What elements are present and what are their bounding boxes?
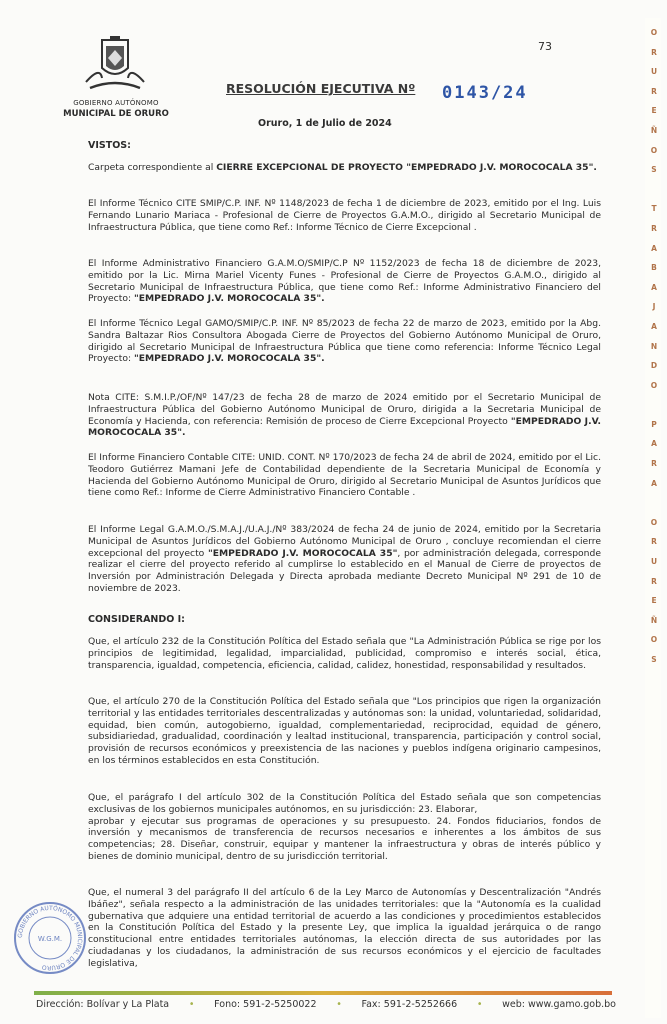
paragraph-articulo-232: Que, el artículo 232 de la Constitución Política del Estado señala que "La Administración Pública se rige por los principios de legitimidad, legalidad, imparcialidad, publicidad, compromiso e interés social, ética, transparencia, igualdad, competencia, eficiencia, calidad, calidez, honestidad, responsabilidad y resultados. [88, 636, 601, 671]
sidebar-letter: S [651, 165, 657, 175]
footer-divider [34, 991, 612, 995]
footer-fax: Fax: 591-2-5252666 [361, 999, 458, 1010]
paragraph-informe-tecnico: El Informe Técnico CITE SMIP/C.P. INF. Nº 1148/2023 de fecha 1 de diciembre de 2023, emitido por el Ing. Luis Fernando Lunario Mariaca - Profesional de Cierre de Proyectos G.A.M.O., dirigido al Secretario Municipal de Infraestructura Pública, que tiene como Ref.: Informe Técnico de Cierre Excepcional . [88, 198, 601, 233]
sidebar-letter: P [651, 419, 657, 429]
project-name: "EMPEDRADO J.V. MOROCOCALA 35". [88, 415, 601, 439]
sidebar-letter: Ñ [650, 615, 658, 625]
org-name-line2: MUNICIPAL DE ORURO [63, 109, 169, 119]
paragraph-text: Carpeta correspondiente al [88, 162, 217, 173]
paragraph-informe-legal-tecnico [88, 318, 601, 365]
sidebar-letter: E [651, 596, 657, 606]
paragraph-text: , por administración delegada, corresponde realizar el cierre del proyecto referido al cumplirse lo establecido en el Manual de Cierre de proyectos de Inversión por Administración Delegada y Directa aprobada mediante Decreto Municipal Nº 291 de 10 de noviembre de 2023. [88, 547, 601, 594]
page-number: 73 [538, 40, 552, 53]
sidebar-letter: A [651, 243, 657, 253]
project-name: "EMPEDRADO J.V. MOROCOCALA 35". [133, 353, 325, 365]
paragraph-articulo-270: Que, el artículo 270 de la Constitución Política del Estado señala que "Los principios que rigen la organización territorial y las entidades territoriales descentralizadas y autónomas son: la unidad, voluntariedad, solidaridad, equidad, bien común, autogobierno, igualdad, complementariedad, reciprocidad, equidad de género, subsidiariedad, gradualidad, coordinación y lealtad institucional, transparencia, participación y control social, provisión de recursos económicos y preexistencia de las naciones y pueblos indígena originario campesinos, en los términos establecidos en esta Constitución. [88, 696, 601, 766]
paragraph-text: El Informe Legal G.A.M.O./S.M.A.J./U.A.J./Nº 383/2024 de fecha 24 de junio de 2024, emitido por la Secretaria Municipal de Asuntos Jurídicos del Gobierno Autónomo Municipal de Oruro , concluye recomiendan el cierre excepcional del proyecto [88, 524, 601, 559]
sidebar-letter: T [651, 204, 657, 214]
paragraph-text: El Informe Técnico Legal GAMO/SMIP/C.P. INF. Nº 85/2023 de fecha 22 de marzo de 2023, emitido por la Abg. Sandra Baltazar Rios Consultora Abogada Cierre de Proyectos del Gobierno Autónomo Municipal de Oruro, dirigido al Secretario Municipal de Infraestructura Pública que tiene como referencia: Informe Técnico Legal Proyecto: [88, 318, 601, 365]
heading-vistos: VISTOS: [88, 140, 131, 151]
paragraph-informe-financiero: El Informe Financiero Contable CITE: UNID. CONT. Nº 170/2023 de fecha 24 de abril de 2024, emitido por el Lic. Teodoro Gutiérrez Mamani Jefe de Contabilidad dependiente de la Secretaria Municipal de Economía y Hacienda del Gobierno Autónomo Municipal de Oruro, dirigido al Secretario Municipal de Asuntos Jurídicos que tiene como Ref.: Informe de Cierre Administrativo Financiero Contable . [88, 452, 601, 499]
svg-text:GOBIERNO AUTÓNOMO MUNICIPAL DE: GOBIERNO AUTÓNOMO MUNICIPAL DE ORURO [16, 904, 84, 972]
paragraph-text: Nota CITE: S.M.I.P./OF/Nº 147/23 de fecha 28 de marzo de 2024 emitido por el Secretario Municipal de Infraestructura Pública del Gobierno Autónomo Municipal de Oruro, dirigida a la Secretaria Municipal de Economía y Hacienda, con referencia: Remisión de proceso de Cierre Excepcional Proyecto [88, 392, 601, 427]
paragraph-articulo-302 [88, 792, 601, 863]
resolution-number: 0143/24 [442, 83, 528, 103]
official-stamp [12, 900, 88, 976]
sidebar-letter: D [650, 361, 658, 371]
sidebar-letter [644, 400, 664, 420]
sidebar-letter [644, 185, 664, 205]
sidebar-letter: O [650, 145, 658, 155]
sidebar-letter: B [651, 263, 657, 273]
footer-phone: Fono: 591-2-5250022 [214, 999, 317, 1010]
sidebar-letter: A [651, 282, 657, 292]
sidebar-letter: O [650, 380, 658, 390]
sidebar-letter: R [651, 86, 657, 96]
municipal-crest-logo [80, 36, 150, 98]
heading-considerando: CONSIDERANDO I: [88, 614, 185, 625]
sidebar-letter: R [651, 576, 657, 586]
sidebar-letter: E [651, 106, 657, 116]
sidebar-letter: Ñ [650, 125, 658, 135]
sidebar-letter: S [651, 655, 657, 664]
footer: Dirección: Bolívar y La Plata • Fono: 591-2-5250022 • Fax: 591-2-5252666 • web: www.gamo.gob.bo [36, 999, 616, 1010]
sidebar-slogan [644, 28, 664, 675]
paragraph-carpeta [88, 162, 601, 174]
paragraph-informe-administrativo [88, 258, 601, 305]
footer-address: Dirección: Bolívar y La Plata [36, 999, 170, 1010]
paragraph-text: Que, el parágrafo I del artículo 302 de la Constitución Política del Estado señala que son competencias exclusivas de los gobiernos municipales autónomos, en su jurisdicción: 23. Elaborar, [88, 792, 601, 815]
paragraph-informe-legal [88, 524, 601, 595]
paragraph-ley-marco: Que, el numeral 3 del parágrafo II del artículo 6 de la Ley Marco de Autonomías y Descentralización "Andrés Ibáñez", señala respecto a la administración de las unidades territoriales: que la "Autonomía es la cualidad gubernativa que adquiere una entidad territorial de acuerdo a las condiciones y procedimientos establecidos en la Constitución Política del Estado y la presente Ley, que implica la igualdad jerárquica o de rango constitucional entre entidades territoriales autónomas, la elección directa de sus autoridades por las ciudadanas y los ciudadanos, la administración de sus recursos económicos y el ejercicio de facultades legislativa, [88, 887, 601, 969]
project-name: CIERRE EXCEPCIONAL DE PROYECTO "EMPEDRADO J.V. MOROCOCALA 35". [216, 162, 597, 173]
document-date: Oruro, 1 de Julio de 2024 [258, 118, 392, 129]
svg-text:W.G.M.: W.G.M. [37, 935, 63, 943]
paragraph-text: aprobar y ejecutar sus programas de operaciones y su presupuesto. 24. Fondos fiduciarios, fondos de inversión y mecanismos de transferencia de recursos necesarios e inherentes a los ámbitos de sus competencias; 28. Diseñar, construir, equipar y mantener la infraestructura y obras de interés público y bienes de dominio municipal, dentro de su jurisdicción territorial. [88, 815, 601, 862]
sidebar-letter: J [652, 302, 656, 312]
sidebar-letter: R [651, 537, 657, 547]
sidebar-letter: A [651, 321, 657, 331]
project-name: "EMPEDRADO J.V. MOROCOCALA 35". [133, 293, 325, 305]
sidebar-letter [644, 498, 664, 518]
org-name-line1: GOBIERNO AUTÓNOMO [73, 99, 159, 107]
sidebar-letter: R [651, 459, 657, 469]
sidebar-letter: O [650, 517, 658, 527]
sidebar-letter: O [650, 635, 658, 645]
project-name: "EMPEDRADO J.V. MOROCOCALA 35" [207, 547, 398, 559]
sidebar-letter: A [651, 439, 657, 449]
sidebar-letter: R [651, 223, 657, 233]
footer-web-link[interactable]: web: www.gamo.gob.bo [502, 999, 616, 1010]
sidebar-letter: U [650, 557, 658, 567]
sidebar-letter: O [650, 28, 658, 37]
sidebar-letter: N [650, 341, 658, 351]
sidebar-letter: R [651, 47, 657, 57]
document-title: RESOLUCIÓN EJECUTIVA Nº [226, 81, 416, 96]
sidebar-letter: A [651, 478, 657, 488]
sidebar-letter: U [650, 67, 658, 77]
paragraph-nota-cite [88, 392, 601, 439]
paragraph-text: El Informe Administrativo Financiero G.A.M.O/SMIP/C.P Nº 1152/2023 de fecha 18 de diciembre de 2023, emitido por la Lic. Mirna Mariel Vicenty Funes - Profesional de Cierre de Proyectos G.A.M.O., dirigido al Secretario Municipal de Infraestructura Pública, que tiene como Ref.: Informe Administrativo Financiero del Proyecto: [88, 258, 601, 305]
